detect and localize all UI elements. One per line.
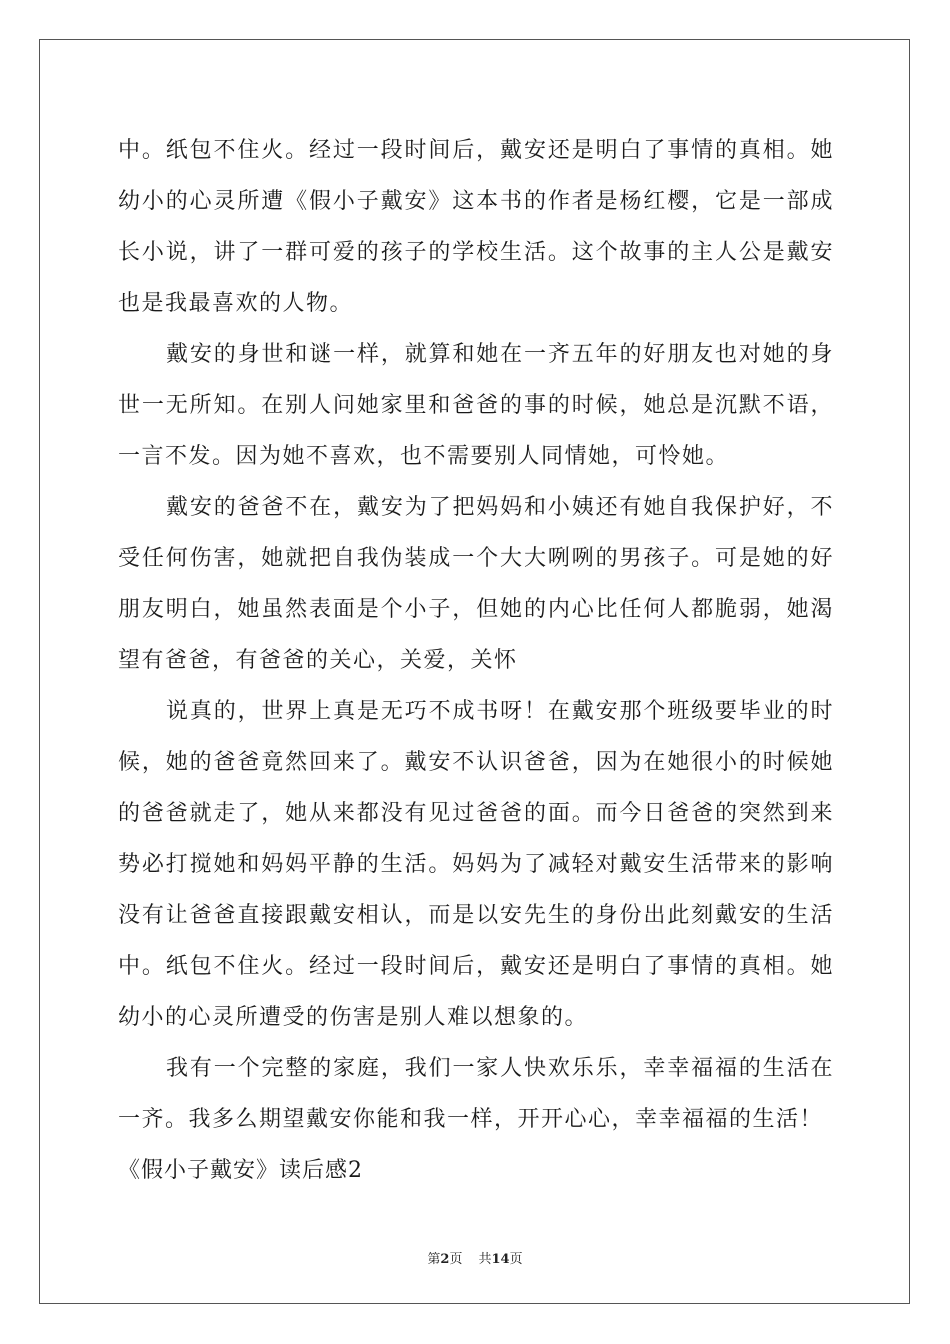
paragraph-4: 说真的，世界上真是无巧不成书呀！在戴安那个班级要毕业的时候，她的爸爸竟然回来了。戴安不认识爸爸，因为在她很小的时候她的爸爸就走了，她从来都没有见过爸爸的面。而今日爸爸的突然到来势必打搅她和妈妈平静的生活。妈妈为了减轻对戴安生活带来的影响没有让爸爸直接跟戴安相认，而是以安先生的身份出此刻戴安的生活中。纸包不住火。经过一段时间后，戴安还是明白了事情的真相。她幼小的心灵所遭受的伤害是别人难以想象的。 xyxy=(118,699,834,1030)
document-body xyxy=(118,125,834,1196)
paragraph-2: 戴安的身世和谜一样，就算和她在一齐五年的好朋友也对她的身世一无所知。在别人问她家里和爸爸的事的时候，她总是沉默不语，一言不发。因为她不喜欢，也不需要别人同情她，可怜她。 xyxy=(118,342,834,469)
page-suffix: 页 xyxy=(449,1252,463,1267)
section-title: 《假小子戴安》读后感2 xyxy=(118,1158,363,1183)
total-pages: 14 xyxy=(491,1252,510,1267)
paragraph-3: 戴安的爸爸不在，戴安为了把妈妈和小姨还有她自我保护好，不受任何伤害，她就把自我伪装成一个大大咧咧的男孩子。可是她的好朋友明白，她虽然表面是个小子，但她的内心比任何人都脆弱，她渴望有爸爸，有爸爸的关心，关爱，关怀 xyxy=(118,495,834,673)
total-suffix: 页 xyxy=(509,1252,523,1267)
paragraph-5: 我有一个完整的家庭，我们一家人快欢乐乐，幸幸福福的生活在一齐。我多么期望戴安你能和我一样，开开心心，幸幸福福的生活！ xyxy=(118,1056,834,1132)
total-prefix: 共 xyxy=(478,1252,492,1267)
page-footer xyxy=(0,1248,950,1267)
page-number: 2 xyxy=(440,1252,450,1267)
page-prefix: 第 xyxy=(427,1252,441,1267)
paragraph-1: 中。纸包不住火。经过一段时间后，戴安还是明白了事情的真相。她幼小的心灵所遭《假小子戴安》这本书的作者是杨红樱，它是一部成长小说，讲了一群可爱的孩子的学校生活。这个故事的主人公是戴安也是我最喜欢的人物。 xyxy=(118,138,834,316)
